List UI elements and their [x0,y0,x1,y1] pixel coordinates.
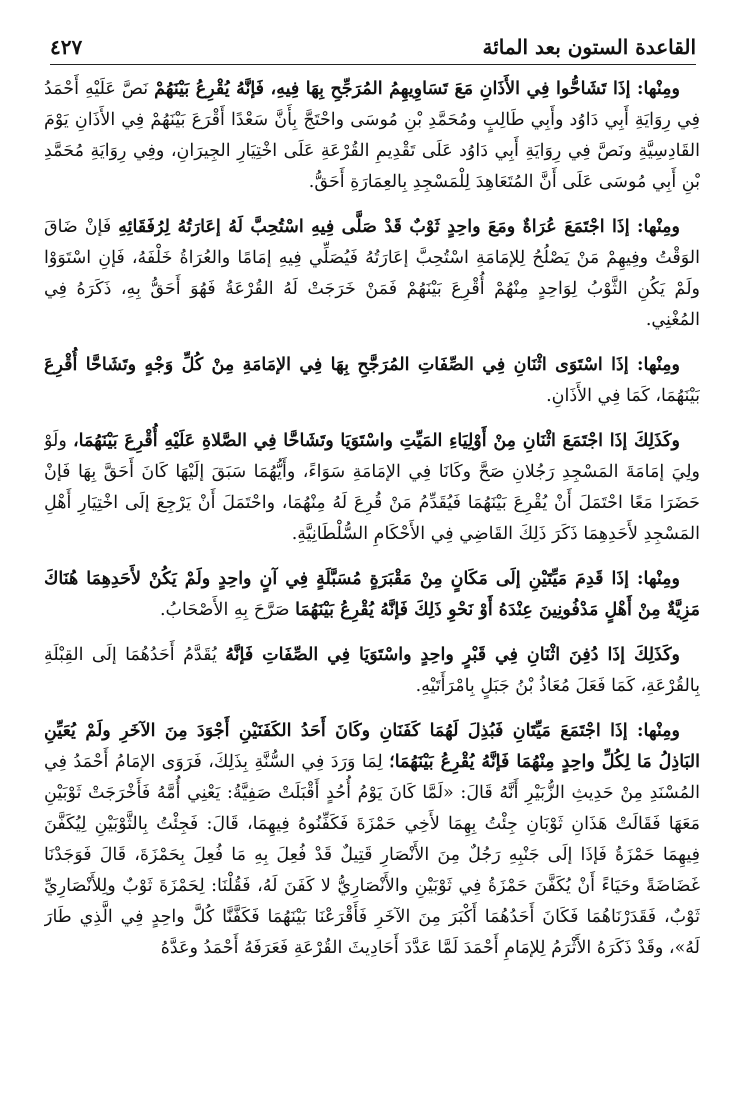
paragraph-text: فَإنْ ضَاقَ الوَقْتُ وفِيهِمْ مَنْ يَصْلُحُ لِلإمَامَةِ اسْتُحِبَّ إعَارَتُهُ فَيُصَلِّي فِيهِ إمَامًا والعُرَاةُ خَلْفَهُ، فَإنِ اسْتَوَوْا ولَمْ يَكُنِ الثَّوْبُ لِوَاحِدٍ مِنْهُمْ أُقْرِعَ بَيْنَهُمْ فَمَنْ خَرَجَتْ لَهُ القُرْعَةُ فَهُوَ أَحَقُّ بِهِ، ذَكَرَهُ فِي المُغْنِي. [44,217,700,330]
paragraph-two-shrouds [44,716,700,964]
paragraph-shared-grave [44,640,700,702]
chapter-title: القاعدة الستون بعد المائة [482,35,696,59]
paragraph-lead: وكَذَلِكَ إذَا اجْتَمَعَ اثْنَانِ مِنْ أَوْلِيَاءِ المَيِّتِ واسْتَوَيَا وتَشَاحَّا فِي الصَّلاةِ عَلَيْهِ أُقْرِعَ بَيْنَهُمَا، [73,431,681,451]
paragraph-imamate-equal [44,350,700,412]
paragraph-cemetery-burial [44,564,700,626]
paragraph-lead: وكَذَلِكَ إذَا دُفِنَ اثْنَانِ فِي قَبْرٍ واحِدٍ واسْتَوَيَا فِي الصِّفَاتِ فَإنَّهُ [225,645,681,665]
paragraph-text: يُقَدَّمُ أَحَدُهُمَا إلَى القِبْلَةِ بِالقُرْعَةِ، كَمَا فَعَلَ مُعَاذُ بْنُ جَبَلٍ بِامْرَأَتَيْهِ. [44,645,700,696]
paragraph-lead: ومِنْها: إذَا اسْتَوَى اثْنَانِ فِي الصِّفَاتِ المُرَجَّحِ بِهَا فِي الإمَامَةِ مِنْ كُلِّ وَجْهٍ وتَشَاحَّا أُقْرِعَ [44,355,680,375]
paragraph-text: بَيْنَهُمَا، كَمَا فِي الأَذَانِ. [546,386,700,406]
paragraph-naked-garment [44,212,700,336]
paragraph-lead: ومِنْها: إذَا اجْتَمَعَ مَيِّتَانِ فَبُذِلَ لَهُمَا كَفَنَانِ وكَانَ أَحَدُ الكَفَنَيْنِ أَجْوَدَ مِنَ الآخَرِ ولَمْ يُعَيِّنِ البَاذِلُ مَا لِكُلِّ واحِدٍ مِنْهُمَا فَإنَّهُ يُقْرِعُ بَيْنَهُمَا؛ [44,721,700,772]
paragraph-lead: ومِنْها: إذَا اجْتَمَعَ عُرَاةٌ ومَعَ واحِدٍ ثَوْبٌ قَدْ صَلَّى فِيهِ اسْتُحِبَّ لَهُ إعَارَتُهُ لِرُفَقَائِهِ [118,217,680,237]
paragraph-text: ولَوْ ولِيَ إمَامَةَ المَسْجِدِ رَجُلانِ صَحَّ وكَانَا فِي الإمَامَةِ سَوَاءً، وأَيُّهُمَا سَبَقَ إلَيْهَا كَانَ أَحَقَّ بِهَا فَإنْ حَضَرَا مَعًا احْتَمَلَ أَنْ يُقْرِعَ بَيْنَهُمَا فَيُقَدِّمُ مَنْ قُرِعَ لَهُ مِنْهُمَا، واحْتَمَلَ أَنْ يَرْجِعَ إلَى اخْتِيَارِ أَهْلِ المَسْجِدِ لأَحَدِهِمَا ذَكَرَ ذَلِكَ القَاضِي فِي الأَحْكَامِ السُّلْطَانِيَّةِ. [44,431,700,544]
paragraph-text: صَرَّحَ بِهِ الأَصْحَابُ. [159,600,296,620]
paragraph-funeral-guardians [44,426,700,550]
running-header [50,30,696,65]
paragraph-text: لِمَا وَرَدَ فِي السُّنَّةِ بِذَلِكَ، فَرَوَى الإمَامُ أَحْمَدُ فِي المُسْنَدِ مِنْ حَدِيثِ الزُّبَيْرِ أَنَّهُ قَالَ: «لَمَّا كَانَ يَوْمُ أُحُدٍ أَقْبَلَتْ صَفِيَّةُ: يَعْنِي أُمَّهُ فَأَخْرَجَتْ ثَوْبَيْنِ مَعَهَا فَقَالَتْ هَذَانِ ثَوْبَانِ جِئْتُ بِهِمَا لأَخِي حَمْزَةَ فَكَفِّنُوهُ فِيهِمَا، قَالَ: فَجِئْتُ بِالثَّوْبَيْنِ لِيُكَفَّنَ فِيهِمَا حَمْزَةُ فَإذَا إلَى جَنْبِهِ رَجُلٌ مِنَ الأَنْصَارِ قَتِيلٌ قَدْ فُعِلَ بِهِ مَا فُعِلَ بِحَمْزَةَ، قَالَ فَوَجَدْنَا غَضَاضَةً وحَيَاءً أَنْ يُكَفَّنَ حَمْزَةُ فِي ثَوْبَيْنِ والأَنْصَارِيُّ لا كَفَنَ لَهُ، فَقُلْنَا: لِحَمْزَةَ ثَوْبٌ ولِلأَنْصَارِيِّ ثَوْبٌ، فَقَدَرْنَاهُمَا فَكَانَ أَحَدُهُمَا أَكْبَرَ مِنَ الآخَرِ فَأَقْرَعْنَا بَيْنَهُمَا فَكَفَّنَّا كُلَّ واحِدٍ فِي الَّذِي طَارَ لَهُ»، وقَدْ ذَكَرَهُ الأَثْرَمُ لِلإمَامِ أَحْمَدَ لَمَّا عَدَّدَ أَحَادِيثَ القُرْعَةِ فَعَرَفَهُ أَحْمَدُ وعَدَّهُ [44,752,700,958]
paragraph-lead: ومِنْها: إذَا قَدِمَ مَيِّتَيْنِ إلَى مَكَانٍ مِنْ مَقْبَرَةٍ مُسَبَّلَةٍ فِي آنٍ واحِدٍ ولَمْ يَكُنْ لأَحَدِهِمَا هُنَاكَ مَزِيَّةٌ مِنْ أَهْلٍ مَدْفُونِينَ عِنْدَهُ أَوْ نَحْوِ ذَلِكَ فَإنَّهُ يُقْرِعُ بَيْنَهُمَا [44,569,700,620]
paragraph-text: نَصَّ عَلَيْهِ أَحْمَدُ فِي رِوَايَةِ أَبِي دَاوُد وأَبِي طَالِبٍ ومُحَمَّدِ بْنِ مُوسَى واحْتَجَّ بِأَنَّ سَعْدًا أَقْرَعَ بَيْنَهُمْ فِي الأَذَانِ يَوْمَ القَادِسِيَّةِ ونَصَّ فِي رِوَايَةِ أَبِي دَاوُد عَلَى تَقْدِيمِ القُرْعَةِ عَلَى اخْتِيَارِ الجِيرَانِ، وفِي رِوَايَةِ مُحَمَّدِ بْنِ أَبِي مُوسَى عَلَى أَنَّ المُتَعَاهِدَ لِلْمَسْجِدِ بِالعِمَارَةِ أَحَقُّ. [44,79,700,192]
page-body [44,74,700,1077]
paragraph-adhan-dispute [44,74,700,198]
page-number: ٤٢٧ [50,35,83,59]
paragraph-lead: ومِنْها: إذَا تَشَاحُّوا فِي الأَذَانِ مَعَ تَسَاوِيهِمُ المُرَجِّحِ بِهَا فِيهِ، فَإنَّهُ يُقْرِعُ بَيْنَهُمْ [154,79,680,99]
